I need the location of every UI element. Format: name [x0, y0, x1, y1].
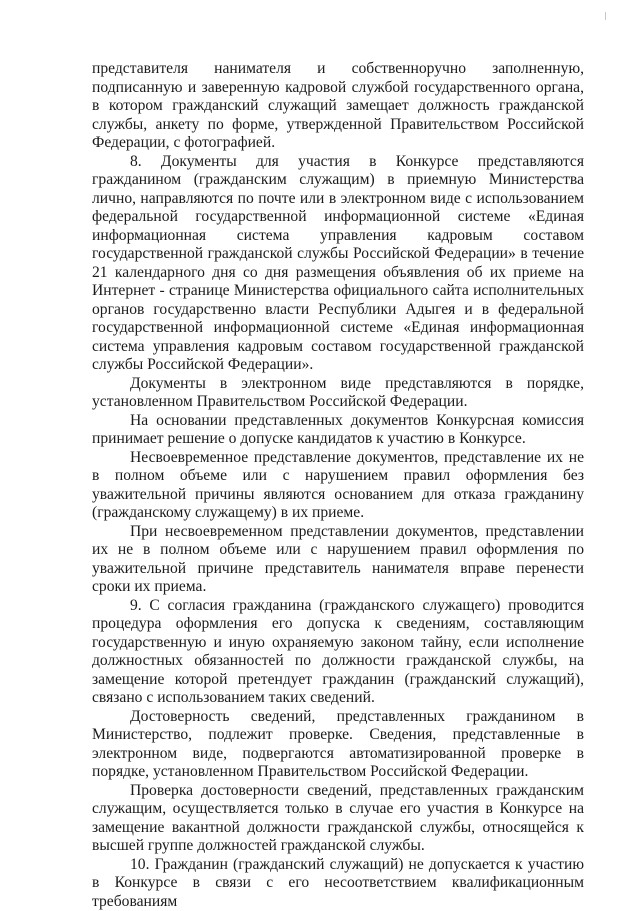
paragraph-continuation: представителя нанимателя и собственноручно заполненную, подписанную и заверенную кадровой службой государственного органа, в котором гражданский служащий замещает должность гражданской службы, анкету по форме, утвержденной Правительством Российской Федерации, с фотографией.	[92, 60, 584, 153]
paragraph-item-8: 8. Документы для участия в Конкурсе представляются гражданином (гражданским служащим) в приемную Министерства лично, направляются по почте или в электронном виде с использованием федеральной государственной информационной системе «Единая информационная система управления кадровым составом государственной гражданской службы Российской Федерации» в течение 21 календарного дня со дня размещения объявления об их приеме на Интернет - странице Министерства официального сайта исполнительных органов государственно власти Республики Адыгея и в федеральной государственной информационной системе «Единая информационная система управления кадровым составом государственной гражданской службы Российской Федерации».	[92, 153, 584, 375]
paragraph-deadline-transfer: При несвоевременном представлении документов, представлении их не в полном объеме или с нарушением правил оформления по уважительной причине представитель нанимателя вправе перенести сроки их приема.	[92, 523, 584, 597]
paragraph-civil-servant-check: Проверка достоверности сведений, представленных гражданским служащим, осуществляется только в случае его участия в Конкурсе на замещение вакантной должности гражданской службы, относящейся к высшей группе должностей гражданской службы.	[92, 782, 584, 856]
paragraph-item-9: 9. С согласия гражданина (гражданского служащего) проводится процедура оформления его допуска к сведениям, составляющим государственную и иную охраняемую законом тайну, если исполнение должностных обязанностей по должности гражданской службы, на замещение которой претендует гражданин (гражданский служащий), связано с использованием таких сведений.	[92, 597, 584, 708]
scan-mark	[605, 12, 606, 20]
paragraph-electronic-docs: Документы в электронном виде представляются в порядке, установленном Правительством Российской Федерации.	[92, 375, 584, 412]
document-body	[92, 60, 584, 911]
paragraph-late-submission: Несвоевременное представление документов, представление их не в полном объеме или с нарушением правил оформления без уважительной причины являются основанием для отказа гражданину (гражданскому служащему) в их приеме.	[92, 449, 584, 523]
paragraph-commission-decision: На основании представленных документов Конкурсная комиссия принимает решение о допуске кандидатов к участию в Конкурсе.	[92, 412, 584, 449]
paragraph-verification: Достоверность сведений, представленных гражданином в Министерство, подлежит проверке. Сведения, представленные в электронном виде, подвергаются автоматизированной проверке в порядке, установленном Правительством Российской Федерации.	[92, 708, 584, 782]
paragraph-item-10: 10. Гражданин (гражданский служащий) не допускается к участию в Конкурсе в связи с его несоответствием квалификационным требованиям	[92, 856, 584, 911]
